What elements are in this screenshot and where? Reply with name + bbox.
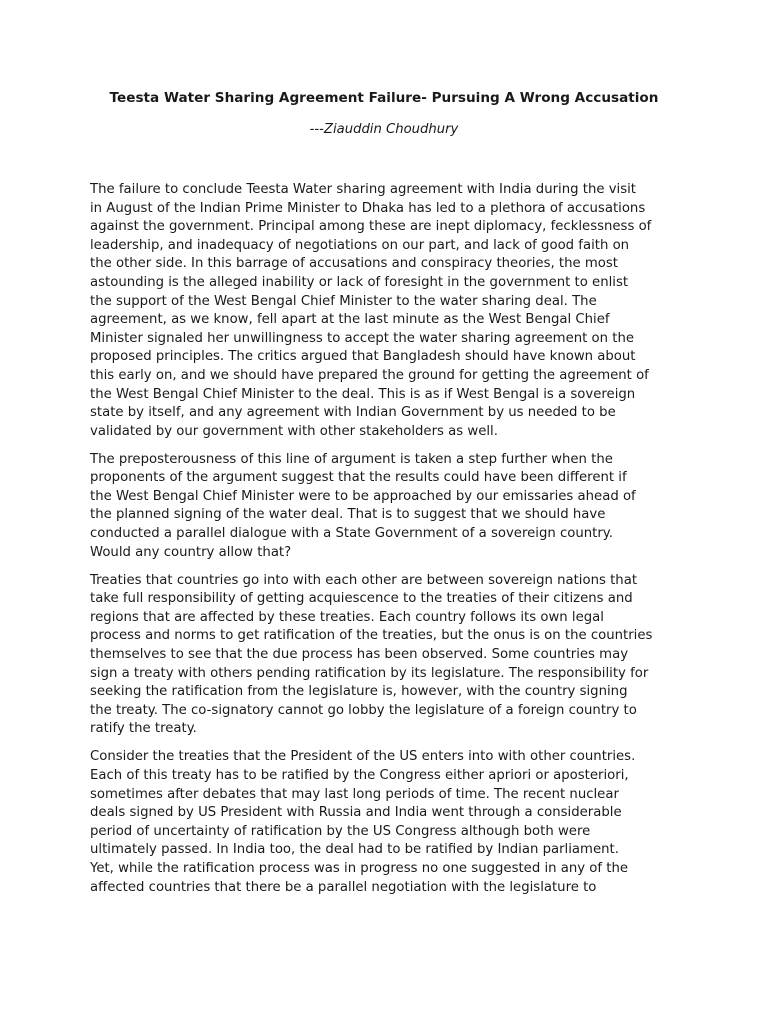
text-line: the support of the West Bengal Chief Minister to the water sharing deal. The bbox=[90, 293, 597, 309]
text-line: leadership, and inadequacy of negotiations on our part, and lack of good faith on bbox=[90, 237, 630, 253]
text-line: Minister signaled her unwillingness to accept the water sharing agreement on the bbox=[90, 330, 634, 346]
text-line: the planned signing of the water deal. That is to suggest that we should have bbox=[90, 507, 606, 523]
text-line: proponents of the argument suggest that the results could have been different if bbox=[90, 470, 627, 486]
text-line: deals signed by US President with Russia and India went through a considerable bbox=[90, 805, 622, 821]
text-line: validated by our government with other stakeholders as well. bbox=[90, 423, 498, 439]
text-line: The preposterousness of this line of argument is taken a step further when the bbox=[90, 451, 613, 467]
paragraph-2 bbox=[90, 451, 690, 563]
text-line: this early on, and we should have prepared the ground for getting the agreement of bbox=[90, 367, 649, 383]
text-line: sometimes after debates that may last long periods of time. The recent nuclear bbox=[90, 786, 619, 802]
text-line: take full responsibility of getting acquiescence to the treaties of their citizens and bbox=[90, 591, 633, 607]
text-line: ratify the treaty. bbox=[90, 721, 197, 737]
text-line: the West Bengal Chief Minister to the deal. This is as if West Bengal is a sovereign bbox=[90, 386, 636, 402]
text-line: Would any country allow that? bbox=[90, 544, 292, 560]
text-line: astounding is the alleged inability or lack of foresight in the government to enlist bbox=[90, 274, 629, 290]
text-line: sign a treaty with others pending ratification by its legislature. The responsibility for bbox=[90, 665, 649, 681]
text-line: Yet, while the ratification process was in progress no one suggested in any of the bbox=[90, 860, 629, 876]
text-line: period of uncertainty of ratification by the US Congress although both were bbox=[90, 823, 591, 839]
text-line: process and norms to get ratification of the treaties, but the onus is on the countries bbox=[90, 628, 653, 644]
paragraph-4 bbox=[90, 748, 690, 897]
text-line: affected countries that there be a parallel negotiation with the legislature to bbox=[90, 879, 597, 895]
text-line: the treaty. The co-signatory cannot go lobby the legislature of a foreign country to bbox=[90, 702, 637, 718]
text-line: agreement, as we know, fell apart at the last minute as the West Bengal Chief bbox=[90, 312, 610, 328]
text-line: against the government. Principal among these are inept diplomacy, fecklessness of bbox=[90, 219, 652, 235]
text-line: the West Bengal Chief Minister were to be approached by our emissaries ahead of bbox=[90, 488, 636, 504]
document-author: ---Ziauddin Choudhury bbox=[309, 122, 459, 137]
text-line: Each of this treaty has to be ratified by the Congress either apriori or aposteriori, bbox=[90, 767, 629, 783]
paragraph-3 bbox=[90, 572, 690, 739]
text-line: The failure to conclude Teesta Water sharing agreement with India during the visit bbox=[90, 182, 637, 197]
text-line: Consider the treaties that the President of the US enters into with other countries. bbox=[90, 749, 636, 765]
paragraph-1 bbox=[90, 181, 690, 441]
text-line: state by itself, and any agreement with Indian Government by us needed to be bbox=[90, 405, 616, 421]
text-line: the other side. In this barrage of accusations and conspiracy theories, the most bbox=[90, 256, 618, 272]
text-line: seeking the ratification from the legislature is, however, with the country signing bbox=[90, 684, 628, 700]
text-line: themselves to see that the due process has been observed. Some countries may bbox=[90, 647, 629, 663]
document-body bbox=[90, 181, 690, 907]
text-line: ultimately passed. In India too, the deal had to be ratified by Indian parliament. bbox=[90, 842, 619, 858]
text-line: regions that are affected by these treaties. Each country follows its own legal bbox=[90, 609, 604, 625]
text-line: Treaties that countries go into with each other are between sovereign nations that bbox=[90, 572, 638, 588]
text-line: conducted a parallel dialogue with a State Government of a sovereign country. bbox=[90, 526, 613, 542]
text-line: proposed principles. The critics argued that Bangladesh should have known about bbox=[90, 349, 636, 365]
document-title: Teesta Water Sharing Agreement Failure- Pursuing A Wrong Accusation bbox=[109, 90, 659, 106]
text-line: in August of the Indian Prime Minister to Dhaka has led to a plethora of accusations bbox=[90, 200, 646, 216]
